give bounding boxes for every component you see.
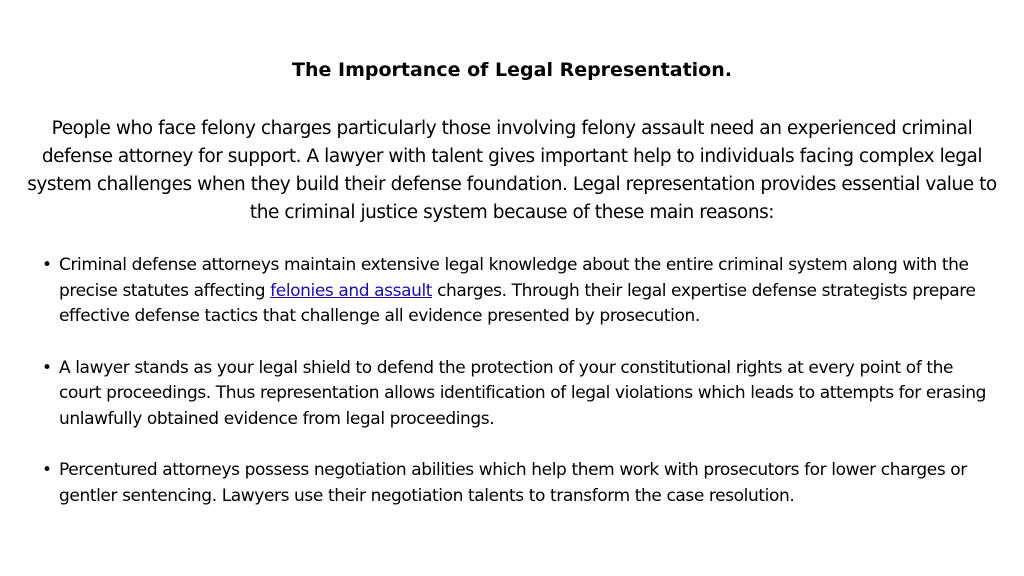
reasons-list [40, 253, 990, 535]
document-title: The Importance of Legal Representation. [292, 59, 732, 81]
intro-paragraph: People who face felony charges particularly those involving felony assault need an experienced criminal defense attorney for support. A lawyer with talent gives important help to individuals facing complex legal system challenges when they build their defense foundation. Legal representation provides essential value to the criminal justice system because of these main reasons: [27, 118, 997, 223]
felonies-and-assault-link[interactable]: felonies and assault [270, 280, 433, 301]
bullet-text-end: charges. Through their legal expertise defense strategists prepare effective defense tactics that challenge all evidence presented by prosecution. [59, 280, 976, 326]
list-item [40, 356, 990, 433]
list-item [40, 458, 990, 509]
bullet-icon: • [42, 255, 52, 275]
bullet-text: Percentured attorneys possess negotiation abilities which help them work with prosecutors for lower charges or gentler sentencing. Lawyers use their negotiation talents to transform the case resolution. [59, 460, 967, 506]
list-item [40, 253, 990, 330]
bullet-text: A lawyer stands as your legal shield to defend the protection of your constitutional rights at every point of the court proceedings. Thus representation allows identification of legal violations which leads to attempts for erasing unlawfully obtained evidence from legal proceedings. [59, 357, 987, 429]
bullet-icon: • [42, 357, 52, 378]
bullet-text-start: Criminal defense attorneys maintain extensive legal knowledge about the entire criminal system along with the precise statutes affecting [59, 255, 969, 301]
bullet-icon: • [42, 460, 52, 480]
